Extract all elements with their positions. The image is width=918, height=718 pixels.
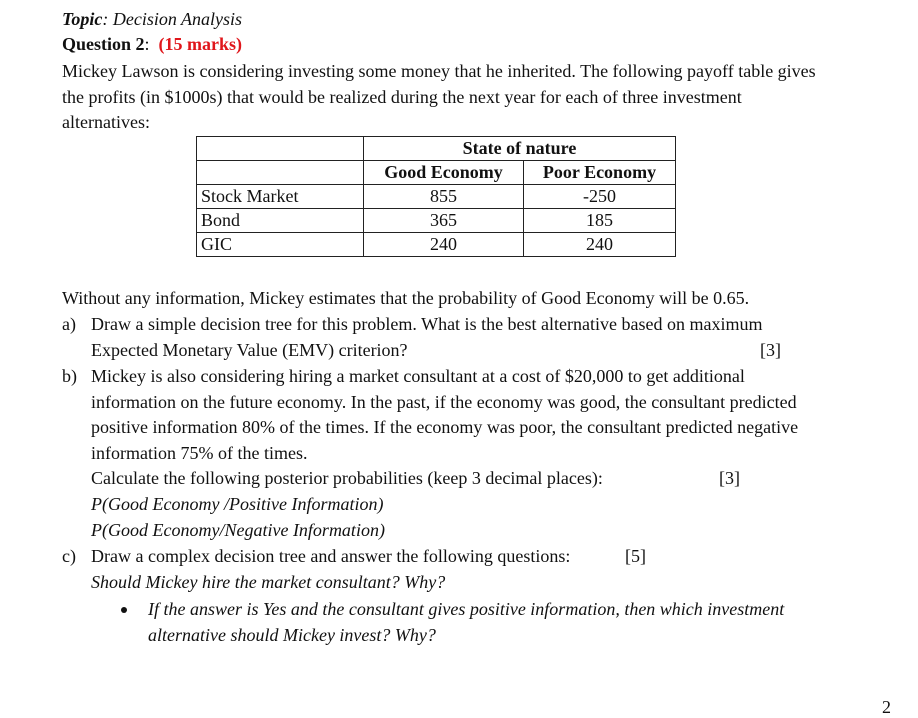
table-row xyxy=(197,185,676,209)
table-header-row xyxy=(197,137,676,161)
intro-line-2: the profits (in $1000s) that would be realized during the next year for each of three investment xyxy=(62,87,742,107)
intro-line-1: Mickey Lawson is considering investing some money that he inherited. The following payoff table gives xyxy=(62,61,816,81)
part-a-line-2: Expected Monetary Value (EMV) criterion? xyxy=(91,340,408,360)
topic-value: : Decision Analysis xyxy=(102,9,242,29)
part-a-line-1: Draw a simple decision tree for this problem. What is the best alternative based on maximum xyxy=(91,314,763,334)
payoff-table xyxy=(196,136,676,257)
intro-line-3: alternatives: xyxy=(62,112,150,132)
part-c-label: c) xyxy=(62,546,76,566)
part-c-question: Should Mickey hire the market consultant? Why? xyxy=(91,572,446,592)
part-b-label: b) xyxy=(62,366,77,386)
table-subheader-row xyxy=(197,161,676,185)
table-row xyxy=(197,209,676,233)
part-c-line-1: Draw a complex decision tree and answer the following questions: xyxy=(91,546,571,566)
table-row xyxy=(197,233,676,257)
part-b-marks: [3] xyxy=(719,468,740,488)
part-a-label: a) xyxy=(62,314,76,334)
cell-poor: -250 xyxy=(524,185,676,209)
cell-good: 365 xyxy=(364,209,524,233)
question-label: Question 2 xyxy=(62,34,145,54)
question-sep: : xyxy=(144,34,150,54)
topic-label: Topic xyxy=(62,9,103,29)
table-corner-cell xyxy=(197,137,364,161)
part-b-line-1: Mickey is also considering hiring a market consultant at a cost of $20,000 to get additional xyxy=(91,366,745,386)
question-marks: (15 marks) xyxy=(158,34,243,54)
bullet-icon xyxy=(121,607,127,613)
column-header-poor: Poor Economy xyxy=(524,161,676,185)
part-c-marks: [5] xyxy=(625,546,646,566)
posterior-prob-negative: P(Good Economy/Negative Information) xyxy=(91,520,385,540)
cell-poor: 185 xyxy=(524,209,676,233)
cell-poor: 240 xyxy=(524,233,676,257)
table-empty-cell xyxy=(197,161,364,185)
bullet-line-1: If the answer is Yes and the consultant gives positive information, then which investment xyxy=(148,599,785,619)
cell-good: 855 xyxy=(364,185,524,209)
topic-line xyxy=(62,8,242,30)
part-b-line-2: information on the future economy. In the past, if the economy was good, the consultant predicted xyxy=(91,392,797,412)
bullet-line-2: alternative should Mickey invest? Why? xyxy=(148,625,436,645)
part-b-line-3: positive information 80% of the times. If the economy was poor, the consultant predicted negative xyxy=(91,417,799,437)
column-header-good: Good Economy xyxy=(364,161,524,185)
prior-probability-line: Without any information, Mickey estimates that the probability of Good Economy will be 0.65. xyxy=(62,288,750,308)
part-b-line-5: Calculate the following posterior probabilities (keep 3 decimal places): xyxy=(91,468,603,488)
question-heading xyxy=(62,33,242,55)
part-b-line-4: information 75% of the times. xyxy=(91,443,308,463)
part-a-marks: [3] xyxy=(760,340,781,360)
state-of-nature-header: State of nature xyxy=(364,137,676,161)
page-number: 2 xyxy=(882,697,891,717)
cell-good: 240 xyxy=(364,233,524,257)
posterior-prob-positive: P(Good Economy /Positive Information) xyxy=(91,494,384,514)
row-label: GIC xyxy=(197,233,364,257)
row-label: Stock Market xyxy=(197,185,364,209)
row-label: Bond xyxy=(197,209,364,233)
